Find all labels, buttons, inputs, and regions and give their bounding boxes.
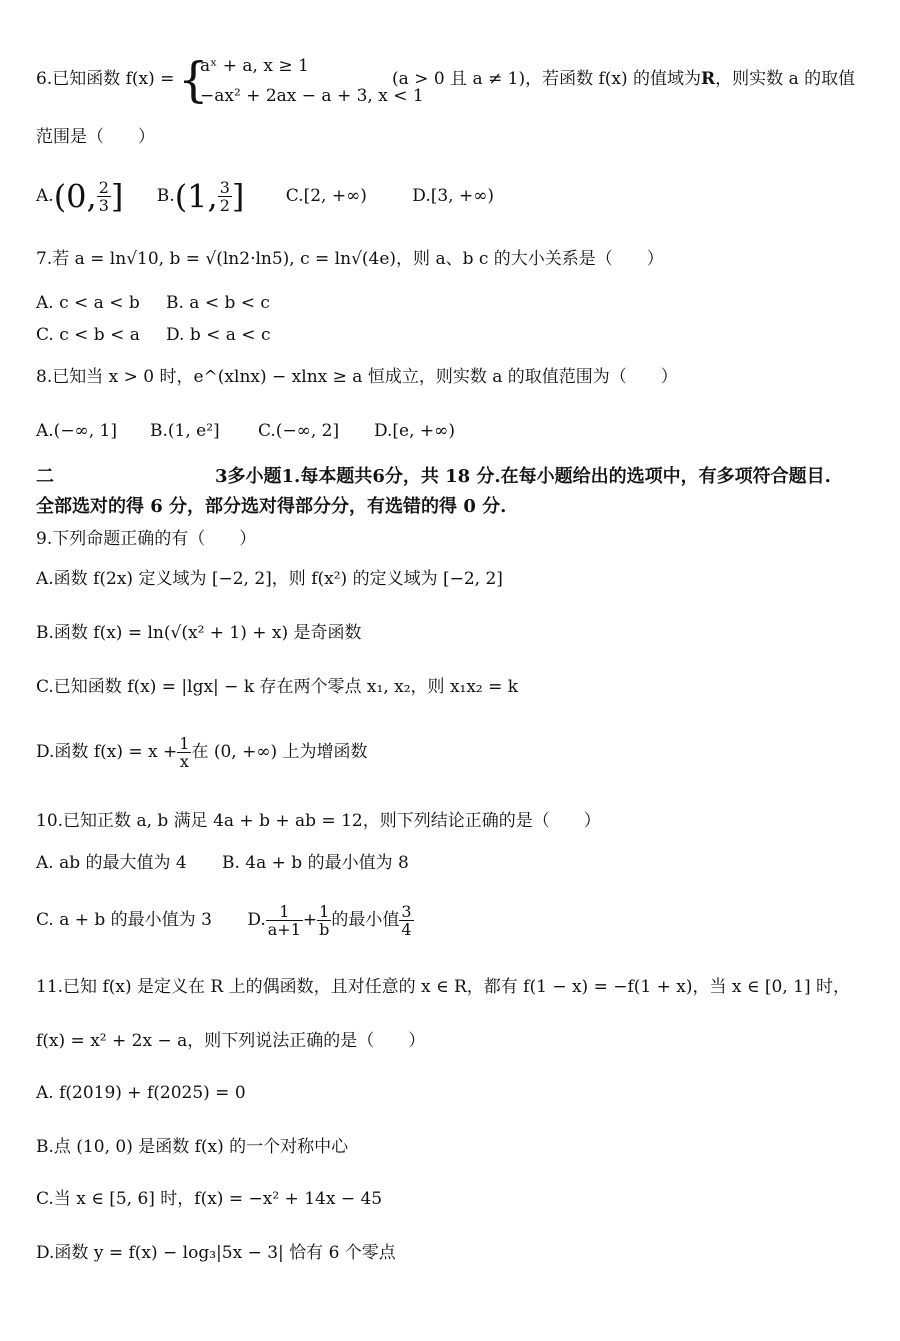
q10-optD-frac2 bbox=[317, 903, 331, 938]
q10-optD-mid: 的最小值 bbox=[331, 910, 400, 930]
section2-head: 二 bbox=[36, 466, 54, 487]
q9-optA: A.函数 f(2x) 定义域为 [−2, 2]，则 f(x²) 的定义域为 [−2, 2] bbox=[36, 569, 503, 589]
q6-condition bbox=[392, 68, 855, 90]
q6-cond-text: (a > 0 且 a ≠ 1)，若函数 f(x) 的值域为 bbox=[392, 69, 702, 89]
q8-optD: D.[e, +∞) bbox=[374, 421, 455, 441]
q11-stem1: 11.已知 f(x) 是定义在 R 上的偶函数，且对任意的 x ∈ R，都有 f(1 − x) = −f(1 + x)，当 x ∈ [0, 1] 时， bbox=[36, 977, 850, 997]
q6-optA-den: 3 bbox=[98, 196, 109, 215]
q9-optC: C.已知函数 f(x) = |lgx| − k 存在两个零点 x₁, x₂，则 x₁x₂ = k bbox=[36, 677, 519, 697]
q11-optB: B.点 (10, 0) 是函数 f(x) 的一个对称中心 bbox=[36, 1137, 349, 1157]
q6-optC: C.[2, +∞) bbox=[285, 186, 367, 206]
q10-optD-d2: b bbox=[319, 920, 330, 939]
q6-line2: 范围是（ ） bbox=[36, 127, 155, 147]
q10-optD bbox=[247, 902, 413, 939]
q11-optD: D.函数 y = f(x) − log₃|5x − 3| 恰有 6 个零点 bbox=[36, 1243, 396, 1263]
q10-optD-frac1 bbox=[266, 903, 303, 938]
q6-optA-right: ] bbox=[110, 177, 124, 216]
q6-brace: { bbox=[178, 52, 209, 108]
q6-optA-frac bbox=[97, 179, 111, 214]
q9-optD bbox=[36, 730, 368, 774]
q10-optC: C. a + b 的最小值为 3 bbox=[36, 910, 212, 930]
q10-optD-plus: + bbox=[302, 910, 318, 930]
q6-tail: ，则实数 a 的取值 bbox=[715, 69, 856, 89]
q6-case1: aˣ + a, x ≥ 1 bbox=[200, 56, 309, 76]
q8-optC: C.(−∞, 2] bbox=[258, 421, 340, 441]
q10-stem: 10.已知正数 a, b 满足 4a + b + ab = 12，则下列结论正确的是（ ） bbox=[36, 811, 601, 831]
q6-optB-label: B. bbox=[156, 186, 175, 206]
q9-stem: 9.下列命题正确的有（ ） bbox=[36, 529, 257, 549]
q6-optA bbox=[36, 177, 129, 216]
q7-stem: 7.若 a = ln√10, b = √(ln2·ln5), c = ln√(4e)，则 a、b c 的大小关系是（ ） bbox=[36, 249, 664, 269]
q7-optC: C. c < b < a bbox=[36, 325, 140, 345]
q9-optD-post: 在 (0, +∞) 上为增函数 bbox=[191, 742, 368, 762]
q10-optD-n2: 1 bbox=[317, 903, 331, 921]
q6-optB bbox=[156, 177, 250, 216]
q7-optD: D. b < a < c bbox=[166, 325, 271, 345]
q10-optD-d1: a+1 bbox=[267, 920, 301, 939]
section2-line2: 全部选对的得 6 分，部分选对得部分分，有选错的得 0 分. bbox=[36, 496, 507, 517]
q10-optA: A. ab 的最大值为 4 bbox=[36, 853, 187, 873]
q9-optD-num: 1 bbox=[179, 734, 190, 753]
q11-optA: A. f(2019) + f(2025) = 0 bbox=[36, 1083, 246, 1103]
q6-optB-left: (1, bbox=[174, 177, 218, 216]
q6-options bbox=[36, 174, 494, 218]
section2-line1: 3多小题1.每本题共6分，共 18 分.在每小题给出的选项中，有多项符合题目. bbox=[215, 466, 831, 487]
q6-optB-frac bbox=[218, 179, 232, 214]
q7-optA: A. c < a < b bbox=[36, 293, 140, 313]
q6-optB-den: 2 bbox=[219, 196, 230, 215]
q6-optB-num: 3 bbox=[219, 178, 230, 197]
q9-optD-pre: D.函数 f(x) = x + bbox=[36, 742, 178, 762]
q10-optD-d3: 4 bbox=[401, 920, 412, 939]
q10-optD-n1: 1 bbox=[266, 903, 303, 921]
q10-optD-label: D. bbox=[247, 910, 266, 930]
q6-optA-label: A. bbox=[36, 186, 54, 206]
q10-options-cd bbox=[36, 898, 414, 942]
q10-optD-n3: 3 bbox=[401, 902, 412, 921]
q9-optB: B.函数 f(x) = ln(√(x² + 1) + x) 是奇函数 bbox=[36, 623, 362, 643]
q10-optB: B. 4a + b 的最小值为 8 bbox=[222, 853, 409, 873]
q6-optA-num: 2 bbox=[98, 178, 109, 197]
q7-optB: B. a < b < c bbox=[166, 293, 270, 313]
q9-optD-frac bbox=[177, 735, 191, 770]
q6-optD: D.[3, +∞) bbox=[412, 186, 495, 206]
q8-stem: 8.已知当 x > 0 时，e^(xlnx) − xlnx ≥ a 恒成立，则实数 a 的取值范围为（ ） bbox=[36, 367, 678, 387]
q11-optC: C.当 x ∈ [5, 6] 时，f(x) = −x² + 14x − 45 bbox=[36, 1189, 383, 1209]
q8-optA: A.(−∞, 1] bbox=[36, 421, 117, 441]
q6-optA-left: (0, bbox=[53, 177, 97, 216]
q6-prefix: 6.已知函数 f(x) = bbox=[36, 69, 175, 89]
q6-case2: −ax² + 2ax − a + 3, x < 1 bbox=[200, 86, 424, 106]
q6-real-set: R bbox=[701, 69, 716, 89]
q6-optB-right: ] bbox=[231, 177, 245, 216]
q11-stem2: f(x) = x² + 2x − a，则下列说法正确的是（ ） bbox=[36, 1031, 426, 1051]
q8-optB: B.(1, e²] bbox=[150, 421, 220, 441]
q10-optD-frac3 bbox=[399, 903, 413, 938]
q9-optD-den: x bbox=[179, 752, 189, 771]
